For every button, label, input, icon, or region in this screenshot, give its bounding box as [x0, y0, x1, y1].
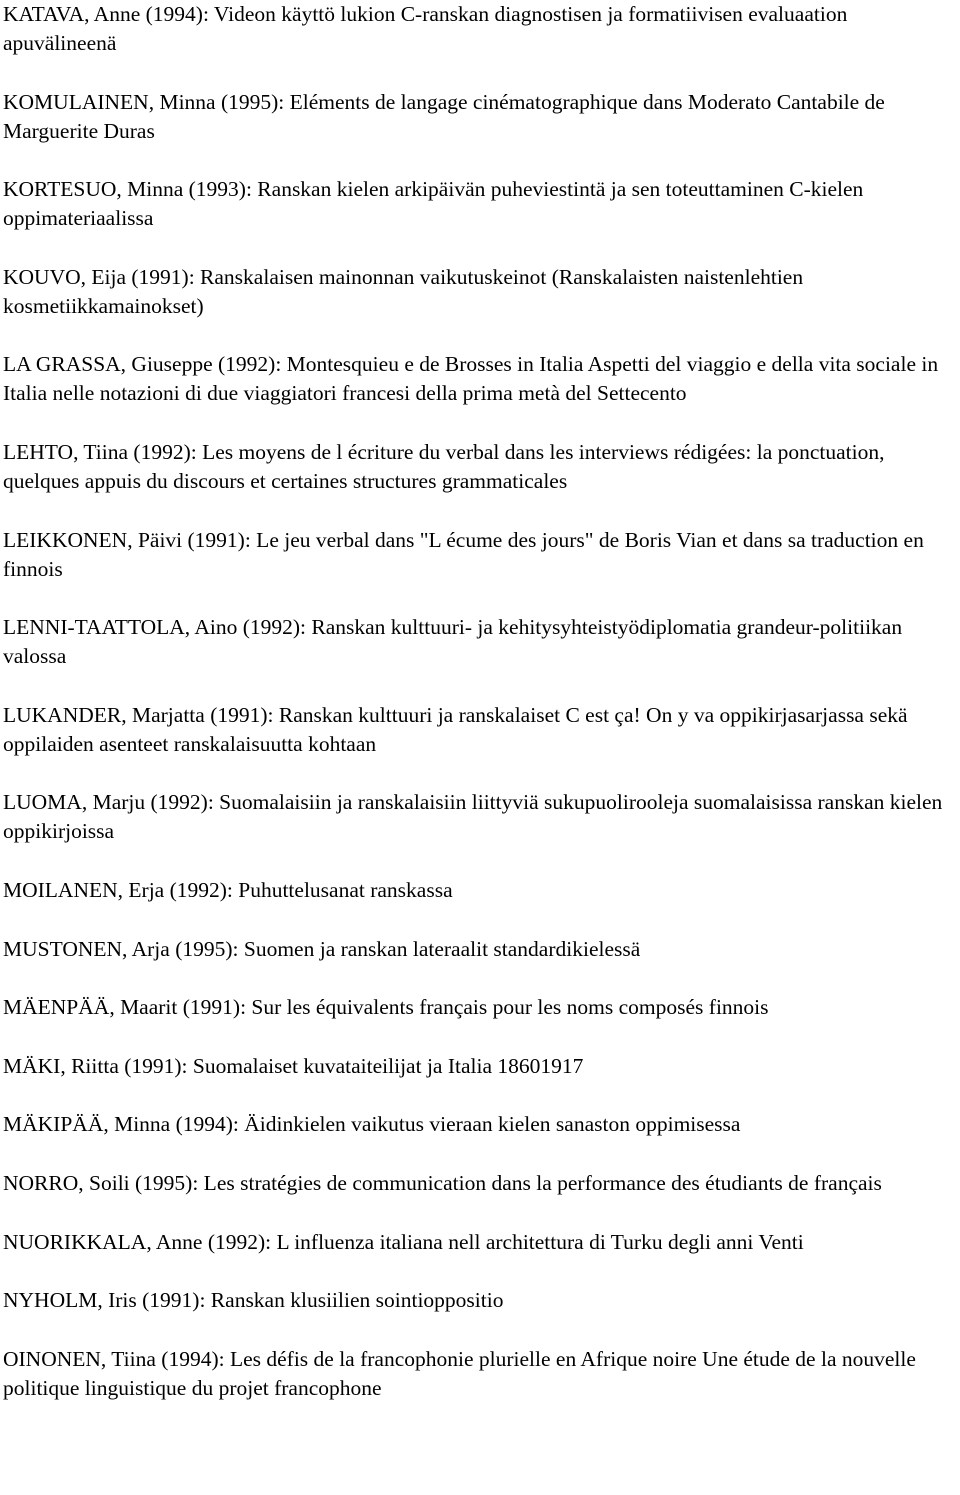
bibliography-entry-lenni-taattola: LENNI-TAATTOLA, Aino (1992): Ranskan kulttuuri- ja kehitysyhteistyödiplomatia grandeur-politiikan valossa — [3, 615, 903, 669]
bibliography-entry-norro: NORRO, Soili (1995): Les stratégies de communication dans la performance des étudiants de français — [3, 1170, 882, 1195]
bibliography-entry-makipaa: MÄKIPÄÄ, Minna (1994): Äidinkielen vaikutus vieraan kielen sanaston oppimisessa — [3, 1112, 741, 1137]
bibliography-entry-mustonen: MUSTONEN, Arja (1995): Suomen ja ranskan lateraalit standardikielessä — [3, 936, 641, 961]
bibliography-entry-maki: MÄKI, Riitta (1991): Suomalaiset kuvataiteilijat ja Italia 18601917 — [3, 1053, 584, 1078]
bibliography-entry-leikkonen: LEIKKONEN, Päivi (1991): Le jeu verbal dans "L écume des jours" de Boris Vian et dans sa traduction en finnois — [3, 527, 924, 581]
bibliography-entry-lehto: LEHTO, Tiina (1992): Les moyens de l écriture du verbal dans les interviews rédigées: la ponctuation, quelques appuis du discours et certaines structures grammaticales — [3, 439, 885, 493]
bibliography-entry-moilanen: MOILANEN, Erja (1992): Puhuttelusanat ranskassa — [3, 877, 453, 902]
bibliography-entry-kortesuo: KORTESUO, Minna (1993): Ranskan kielen arkipäivän puheviestintä ja sen toteuttaminen C-kielen oppimateriaalissa — [3, 177, 864, 231]
bibliography-entry-lukander: LUKANDER, Marjatta (1991): Ranskan kulttuuri ja ranskalaiset C est ça! On y va oppikirjasarjassa sekä oppilaiden asenteet ranskalaisuutta kohtaan — [3, 702, 908, 756]
bibliography-entry-nyholm: NYHOLM, Iris (1991): Ranskan klusiilien sointioppositio — [3, 1288, 504, 1313]
bibliography-entry-nuorikkala: NUORIKKALA, Anne (1992): L influenza italiana nell architettura di Turku degli anni Venti — [3, 1229, 804, 1254]
bibliography-entry-kouvo: KOUVO, Eija (1991): Ranskalaisen mainonnan vaikutuskeinot (Ranskalaisten naistenlehtien kosmetiikkamainokset) — [3, 264, 804, 318]
bibliography-entry-oinonen: OINONEN, Tiina (1994): Les défis de la francophonie plurielle en Afrique noire Une étude de la nouvelle politique linguistique du projet francophone — [3, 1346, 916, 1400]
bibliography-entry-maenpaa: MÄENPÄÄ, Maarit (1991): Sur les équivalents français pour les noms composés finnois — [3, 995, 769, 1020]
bibliography-entry-komulainen: KOMULAINEN, Minna (1995): Eléments de langage cinématographique dans Moderato Cantabile de Marguerite Duras — [3, 89, 885, 143]
bibliography-entry-luoma: LUOMA, Marju (1992): Suomalaisiin ja ranskalaisiin liittyviä sukupuolirooleja suomalaisissa ranskan kielen oppikirjoissa — [3, 790, 943, 844]
bibliography-entry-la-grassa: LA GRASSA, Giuseppe (1992): Montesquieu e de Brosses in Italia Aspetti del viaggio e della vita sociale in Italia nelle notazioni di due viaggiatori francesi della prima metà del Settecento — [3, 352, 939, 406]
bibliography-entry-katava: KATAVA, Anne (1994): Videon käyttö lukion C-ranskan diagnostisen ja formatiivisen evaluaation apuvälineenä — [3, 2, 848, 55]
bibliography-list — [3, 0, 960, 1432]
